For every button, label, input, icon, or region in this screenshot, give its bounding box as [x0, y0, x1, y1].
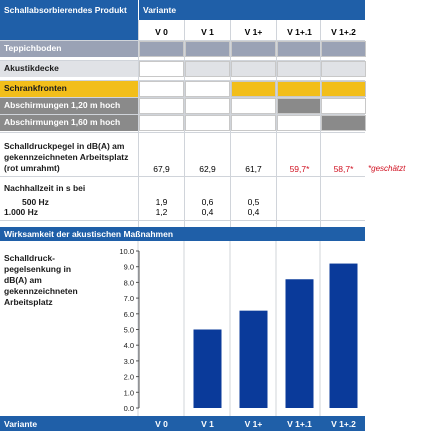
product-variant-cell	[185, 81, 230, 97]
chart-ylabel: Schalldruck-pegelsenkung in dB(A) am gekennzeichneten Arbeitsplatz	[4, 253, 78, 307]
footer-variant-label: V 0	[155, 419, 168, 429]
footer-label: Variante	[4, 419, 38, 429]
variant-column-header: V 1+.1	[277, 24, 322, 40]
bar	[194, 330, 222, 409]
bar-chart	[0, 241, 365, 416]
product-variant-cell	[321, 41, 366, 57]
product-row-label: Teppichboden	[0, 41, 138, 57]
footer-variant-label: V 1+.2	[331, 419, 356, 429]
column-separator	[320, 20, 321, 227]
y-tick-label: 10.0	[119, 247, 134, 256]
row-separator	[0, 176, 365, 177]
variant-column-header: V 1+	[231, 24, 276, 40]
product-variant-cell	[321, 115, 366, 131]
product-variant-cell	[231, 61, 276, 77]
variant-column-header: V 1	[185, 24, 230, 40]
y-tick-label: 6.0	[123, 309, 134, 319]
estimated-note: *geschätzt	[368, 164, 406, 173]
column-separator	[230, 20, 231, 227]
reverb-500-value: 0,6	[201, 197, 214, 207]
y-tick-label: 0.0	[123, 404, 134, 413]
y-tick-label: 8.0	[123, 278, 134, 288]
product-variant-cell	[231, 98, 276, 114]
row-separator	[0, 60, 365, 61]
product-variant-cell	[139, 81, 184, 97]
row-separator	[0, 97, 365, 98]
product-variant-cell	[277, 81, 322, 97]
reverb-1000-label: 1.000 Hz	[4, 207, 39, 217]
product-variant-cell	[277, 115, 322, 131]
footer-variant-label: V 1	[201, 419, 214, 429]
product-variant-cell	[231, 41, 276, 57]
product-row-label: Abschirmungen 1,60 m hoch	[0, 115, 138, 131]
effect-title-bar	[0, 227, 365, 241]
variant-column-header: V 0	[139, 24, 184, 40]
header-product-label: Schallabsorbierendes Produkt	[4, 5, 127, 15]
pressure-value: 62,9	[199, 164, 216, 174]
row-separator	[0, 132, 365, 133]
product-row-label: Schrankfronten	[0, 81, 138, 97]
header-variant-cell	[139, 0, 365, 20]
header-product-cell	[0, 0, 138, 42]
product-variant-cell	[277, 41, 322, 57]
column-separator	[138, 20, 139, 227]
product-variant-cell	[185, 41, 230, 57]
pressure-value: 67,9	[153, 164, 170, 174]
y-tick-label: 2.0	[123, 372, 134, 382]
product-variant-cell	[231, 81, 276, 97]
product-variant-cell	[139, 98, 184, 114]
reverb-500-label: 500 Hz	[22, 197, 49, 207]
reverb-1000-value: 0,4	[201, 207, 214, 217]
row-separator	[0, 40, 365, 41]
bar	[330, 264, 358, 408]
column-separator	[184, 20, 185, 227]
product-row-label: Akustikdecke	[0, 61, 138, 77]
y-tick-label: 1.0	[123, 388, 134, 398]
y-tick-label: 5.0	[123, 325, 134, 335]
footer-variant-label: V 1+.1	[287, 419, 312, 429]
product-variant-cell	[139, 115, 184, 131]
pressure-value: 58,7*	[333, 164, 354, 174]
pressure-label: Schalldruckpegel in dB(A) am gekennzeichneten Arbeitsplatz (rot umrahmt)	[4, 141, 129, 173]
bar	[240, 311, 268, 408]
product-variant-cell	[277, 61, 322, 77]
product-variant-cell	[321, 61, 366, 77]
y-tick-label: 7.0	[123, 294, 134, 304]
effect-title: Wirksamkeit der akustischen Maßnahmen	[4, 229, 174, 239]
y-tick-label: 9.0	[123, 262, 134, 272]
y-tick-label: 4.0	[123, 341, 134, 351]
product-row-label: Abschirmungen 1,20 m hoch	[0, 98, 138, 114]
product-variant-cell	[185, 61, 230, 77]
bar	[286, 279, 314, 408]
product-variant-cell	[277, 98, 322, 114]
product-variant-cell	[321, 81, 366, 97]
reverb-1000-value: 0,4	[247, 207, 260, 217]
variant-column-header: V 1+.2	[321, 24, 366, 40]
pressure-value: 59,7*	[289, 164, 310, 174]
row-separator	[0, 80, 365, 81]
product-variant-cell	[185, 98, 230, 114]
product-variant-cell	[139, 61, 184, 77]
product-variant-cell	[139, 41, 184, 57]
reverb-1000-value: 1,2	[155, 207, 168, 217]
reverb-500-value: 0,5	[247, 197, 260, 207]
y-tick-label: 3.0	[123, 356, 134, 366]
column-separator	[276, 20, 277, 227]
reverb-label: Nachhallzeit in s bei	[4, 183, 86, 193]
footer-variant-label: V 1+	[244, 419, 263, 429]
product-variant-cell	[185, 115, 230, 131]
reverb-500-value: 1,9	[155, 197, 168, 207]
product-variant-cell	[231, 115, 276, 131]
product-variant-cell	[321, 98, 366, 114]
header-variant-label: Variante	[143, 5, 177, 15]
pressure-value: 61,7	[245, 164, 262, 174]
row-separator	[0, 114, 365, 115]
row-separator	[0, 220, 365, 221]
